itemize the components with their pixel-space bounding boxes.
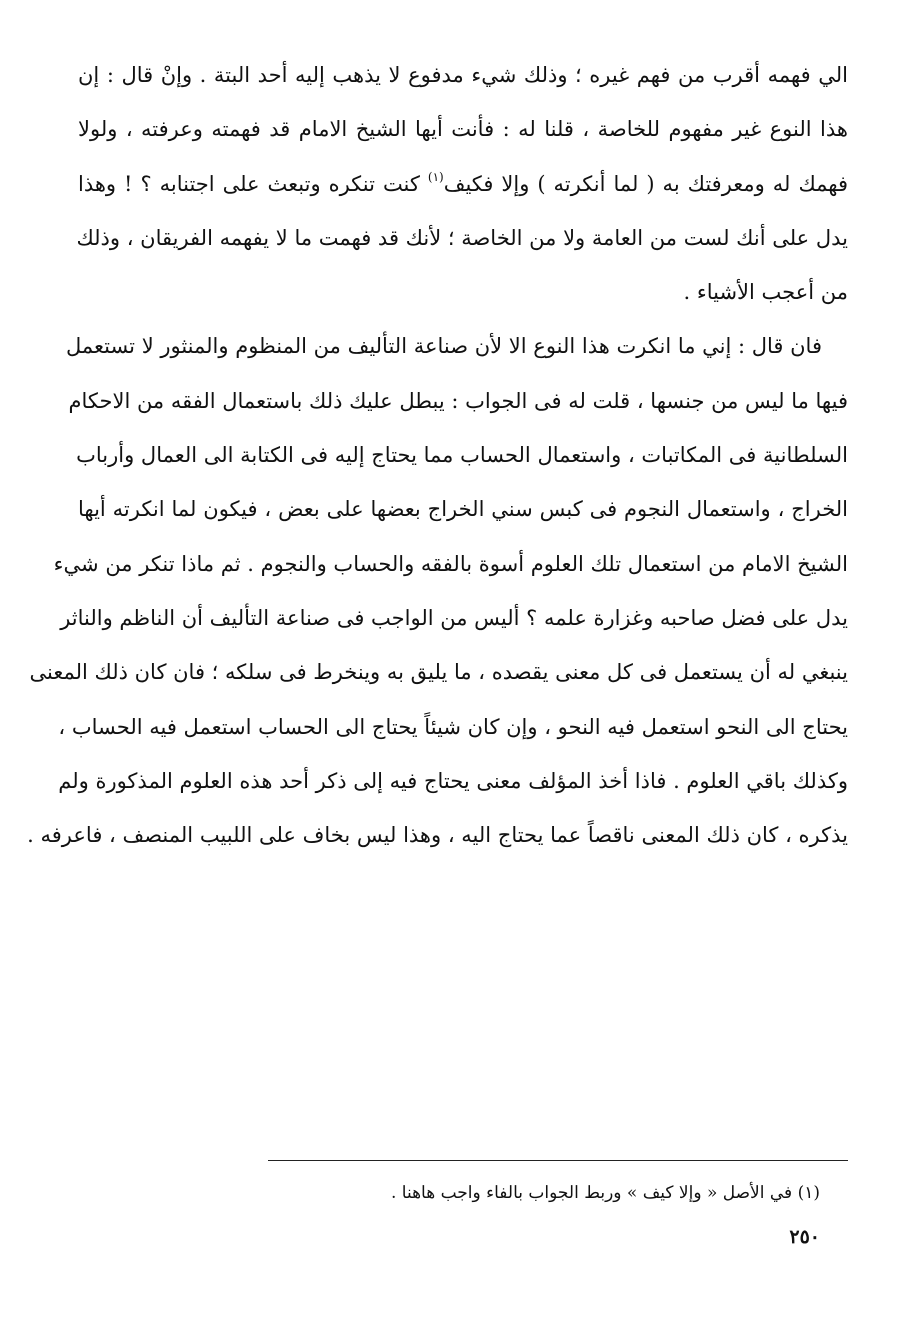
- text-line: يحتاج الى النحو استعمل فيه النحو ، وإن كان شيئاً يحتاج الى الحساب استعمل فيه الحساب ،: [58, 714, 848, 739]
- text-line: السلطانية فى المكاتبات ، واستعمال الحساب مما يحتاج إليه فى الكتابة الى العمال وأرباب: [76, 443, 848, 468]
- page-number: ٢٥٠: [789, 1226, 820, 1248]
- text-line: وكذلك باقي العلوم . فاذا أخذ المؤلف معنى يحتاج فيه إلى ذكر أحد هذه العلوم المذكورة ولم: [58, 768, 848, 793]
- text-line: ينبغي له أن يستعمل فى كل معنى يقصده ، ما يليق به وينخرط فى سلكه ؛ فان كان ذلك المعنى: [29, 660, 848, 685]
- text-line: [78, 157, 848, 211]
- footnote: (١) في الأصل « وإلا كيف » وربط الجواب بالفاء واجب هاهنا .: [390, 1183, 820, 1203]
- text-line-end: كنت تنكره وتبعث على اجتنابه ؟ ! وهذا: [78, 171, 420, 196]
- footnote-divider: [268, 1160, 848, 1161]
- text-line: فيها ما ليس من جنسها ، قلت له فى الجواب : يبطل عليك ذلك باستعمال الفقه من الاحكام: [68, 388, 848, 413]
- text-line: الي فهمه أقرب من فهم غيره ؛ وذلك شيء مدفوع لا يذهب إليه أحد البتة . وإنْ قال : إن: [78, 63, 848, 87]
- text-line-paragraph-start: [65, 319, 848, 373]
- paragraph-start-text: فان قال : إني ما انكرت هذا النوع الا لأن صناعة التأليف من المنظوم والمنثور لا تستعمل: [65, 334, 822, 359]
- footnote-reference: (١): [427, 169, 444, 184]
- text-line: الخراج ، واستعمال النجوم فى كبس سني الخراج بعضها على بعض ، فيكون لما انكرته أيها: [78, 497, 848, 522]
- text-line: يذكره ، كان ذلك المعنى ناقصاً عما يحتاج اليه ، وهذا ليس بخاف على اللبيب المنصف ، فاعرفه .: [27, 823, 848, 848]
- text-line-start: فهمك له ومعرفتك به ( لما أنكرته ) وإلا فكيف: [443, 171, 848, 196]
- text-line: يدل على فضل صاحبه وغزارة علمه ؟ أليس من الواجب فى صناعة التأليف أن الناظم والناثر: [60, 605, 848, 630]
- text-line: من أعجب الأشياء .: [683, 280, 848, 305]
- text-line: هذا النوع غير مفهوم للخاصة ، قلنا له : فأنت أيها الشيخ الامام قد فهمته وعرفته ، ولولا: [78, 117, 848, 142]
- text-line: يدل على أنك لست من العامة ولا من الخاصة ؛ لأنك قد فهمت ما لا يفهمه الفريقان ، وذلك: [76, 225, 848, 250]
- main-text: [27, 48, 848, 862]
- text-line: الشيخ الامام من استعمال تلك العلوم أسوة بالفقه والحساب والنجوم . ثم ماذا تنكر من شيء: [53, 551, 848, 576]
